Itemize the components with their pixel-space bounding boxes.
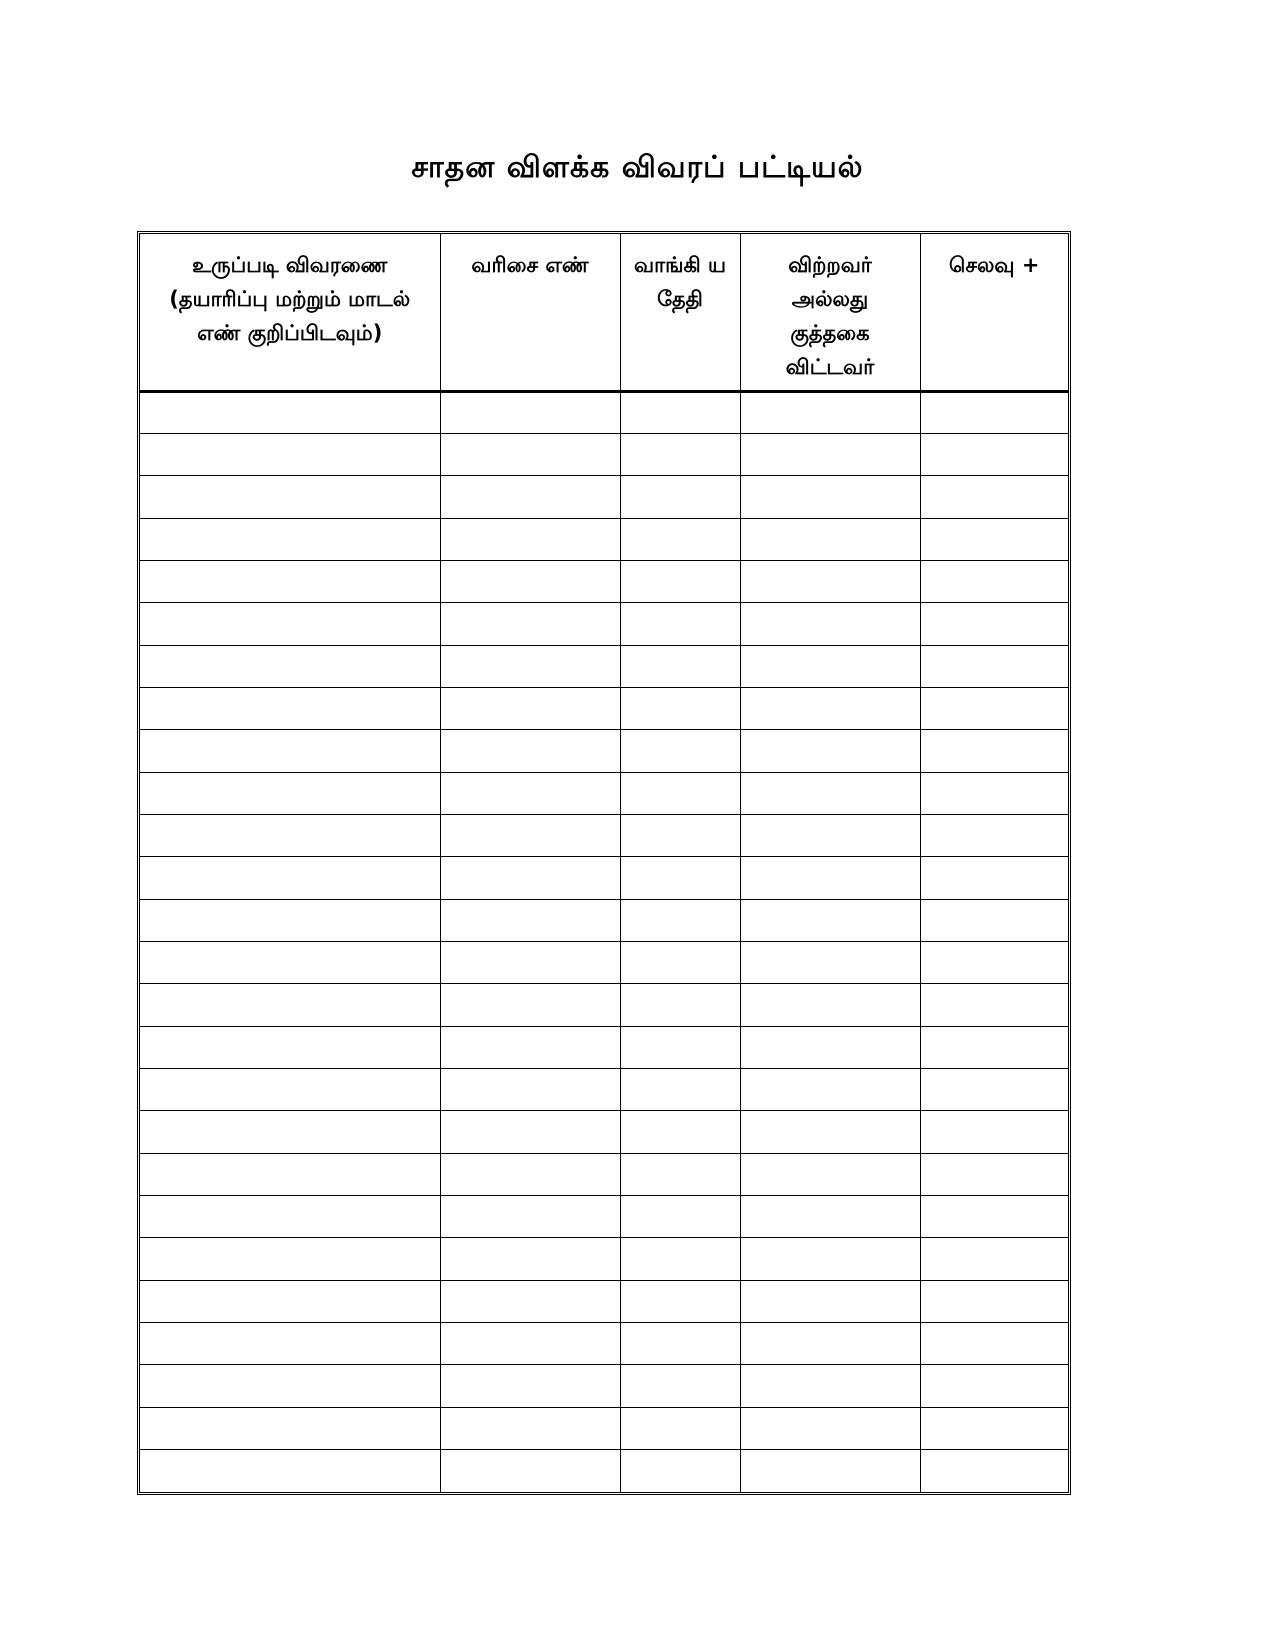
seller-cell[interactable] bbox=[740, 1407, 920, 1449]
purchase-date-cell[interactable] bbox=[620, 984, 740, 1026]
seller-cell[interactable] bbox=[740, 1153, 920, 1195]
purchase-date-cell[interactable] bbox=[620, 772, 740, 814]
table-row bbox=[140, 1111, 1068, 1153]
item-description-cell[interactable] bbox=[140, 603, 440, 645]
seller-cell[interactable] bbox=[740, 645, 920, 687]
header-seller-or-lessor: விற்றவர் அல்லது குத்தகை விட்டவர் bbox=[740, 234, 920, 391]
cost-cell[interactable] bbox=[920, 899, 1068, 941]
cost-cell[interactable] bbox=[920, 1026, 1068, 1068]
seller-cell[interactable] bbox=[740, 1069, 920, 1111]
purchase-date-cell[interactable] bbox=[620, 1323, 740, 1365]
purchase-date-cell[interactable] bbox=[620, 1026, 740, 1068]
table-row bbox=[140, 645, 1068, 687]
cost-cell[interactable] bbox=[920, 1153, 1068, 1195]
cost-cell[interactable] bbox=[920, 1365, 1068, 1407]
cost-cell[interactable] bbox=[920, 433, 1068, 475]
document-title: சாதன விளக்க விவரப் பட்டியல் bbox=[411, 150, 864, 185]
serial-number-cell[interactable] bbox=[440, 518, 620, 560]
cost-cell[interactable] bbox=[920, 1280, 1068, 1322]
cost-cell[interactable] bbox=[920, 730, 1068, 772]
table-row bbox=[140, 857, 1068, 899]
table-row bbox=[140, 1238, 1068, 1280]
purchase-date-cell[interactable] bbox=[620, 560, 740, 602]
cost-cell[interactable] bbox=[920, 560, 1068, 602]
item-description-cell[interactable] bbox=[140, 1153, 440, 1195]
table-row bbox=[140, 518, 1068, 560]
purchase-date-cell[interactable] bbox=[620, 1280, 740, 1322]
serial-number-cell[interactable] bbox=[440, 1196, 620, 1238]
seller-cell[interactable] bbox=[740, 730, 920, 772]
serial-number-cell[interactable] bbox=[440, 772, 620, 814]
item-description-cell[interactable] bbox=[140, 984, 440, 1026]
item-description-cell[interactable] bbox=[140, 518, 440, 560]
table-row bbox=[140, 899, 1068, 941]
purchase-date-cell[interactable] bbox=[620, 433, 740, 475]
item-description-cell[interactable] bbox=[140, 645, 440, 687]
serial-number-cell[interactable] bbox=[440, 941, 620, 983]
cost-cell[interactable] bbox=[920, 1196, 1068, 1238]
item-description-cell[interactable] bbox=[140, 391, 440, 433]
table-row bbox=[140, 1196, 1068, 1238]
cost-cell[interactable] bbox=[920, 476, 1068, 518]
table-row bbox=[140, 1365, 1068, 1407]
table-row bbox=[140, 814, 1068, 856]
purchase-date-cell[interactable] bbox=[620, 1407, 740, 1449]
serial-number-cell[interactable] bbox=[440, 1323, 620, 1365]
purchase-date-cell[interactable] bbox=[620, 1365, 740, 1407]
cost-cell[interactable] bbox=[920, 1323, 1068, 1365]
inventory-table bbox=[140, 234, 1068, 1492]
serial-number-cell[interactable] bbox=[440, 899, 620, 941]
purchase-date-cell[interactable] bbox=[620, 1153, 740, 1195]
table-header-row bbox=[140, 234, 1068, 391]
table-row bbox=[140, 1407, 1068, 1449]
serial-number-cell[interactable] bbox=[440, 1365, 620, 1407]
table-row bbox=[140, 1069, 1068, 1111]
serial-number-cell[interactable] bbox=[440, 560, 620, 602]
serial-number-cell[interactable] bbox=[440, 1026, 620, 1068]
table-row bbox=[140, 1280, 1068, 1322]
seller-cell[interactable] bbox=[740, 1026, 920, 1068]
purchase-date-cell[interactable] bbox=[620, 941, 740, 983]
table-row bbox=[140, 941, 1068, 983]
cost-cell[interactable] bbox=[920, 772, 1068, 814]
item-description-cell[interactable] bbox=[140, 1196, 440, 1238]
purchase-date-cell[interactable] bbox=[620, 1196, 740, 1238]
table-row bbox=[140, 560, 1068, 602]
serial-number-cell[interactable] bbox=[440, 603, 620, 645]
item-description-cell[interactable] bbox=[140, 1365, 440, 1407]
purchase-date-cell[interactable] bbox=[620, 1238, 740, 1280]
seller-cell[interactable] bbox=[740, 899, 920, 941]
cost-cell[interactable] bbox=[920, 645, 1068, 687]
seller-cell[interactable] bbox=[740, 1238, 920, 1280]
header-cost: செலவு + bbox=[920, 234, 1068, 391]
table-row bbox=[140, 1153, 1068, 1195]
item-description-cell[interactable] bbox=[140, 1238, 440, 1280]
serial-number-cell[interactable] bbox=[440, 1280, 620, 1322]
table-row bbox=[140, 603, 1068, 645]
table-row bbox=[140, 772, 1068, 814]
cost-cell[interactable] bbox=[920, 687, 1068, 729]
serial-number-cell[interactable] bbox=[440, 476, 620, 518]
item-description-cell[interactable] bbox=[140, 476, 440, 518]
serial-number-cell[interactable] bbox=[440, 984, 620, 1026]
item-description-cell[interactable] bbox=[140, 730, 440, 772]
serial-number-cell[interactable] bbox=[440, 391, 620, 433]
serial-number-cell[interactable] bbox=[440, 433, 620, 475]
item-description-cell[interactable] bbox=[140, 1111, 440, 1153]
seller-cell[interactable] bbox=[740, 941, 920, 983]
serial-number-cell[interactable] bbox=[440, 1111, 620, 1153]
seller-cell[interactable] bbox=[740, 1365, 920, 1407]
item-description-cell[interactable] bbox=[140, 941, 440, 983]
item-description-cell[interactable] bbox=[140, 1323, 440, 1365]
seller-cell[interactable] bbox=[740, 857, 920, 899]
serial-number-cell[interactable] bbox=[440, 730, 620, 772]
serial-number-cell[interactable] bbox=[440, 687, 620, 729]
purchase-date-cell[interactable] bbox=[620, 814, 740, 856]
seller-cell[interactable] bbox=[740, 433, 920, 475]
inventory-table-frame bbox=[137, 231, 1071, 1495]
seller-cell[interactable] bbox=[740, 476, 920, 518]
serial-number-cell[interactable] bbox=[440, 1153, 620, 1195]
serial-number-cell[interactable] bbox=[440, 1069, 620, 1111]
table-row bbox=[140, 687, 1068, 729]
item-description-cell[interactable] bbox=[140, 1280, 440, 1322]
table-row bbox=[140, 1450, 1068, 1492]
seller-cell[interactable] bbox=[740, 1323, 920, 1365]
cost-cell[interactable] bbox=[920, 857, 1068, 899]
item-description-cell[interactable] bbox=[140, 857, 440, 899]
purchase-date-cell[interactable] bbox=[620, 730, 740, 772]
serial-number-cell[interactable] bbox=[440, 857, 620, 899]
header-serial-number: வரிசை எண் bbox=[440, 234, 620, 391]
table-row bbox=[140, 391, 1068, 433]
purchase-date-cell[interactable] bbox=[620, 518, 740, 560]
table-row bbox=[140, 730, 1068, 772]
seller-cell[interactable] bbox=[740, 772, 920, 814]
item-description-cell[interactable] bbox=[140, 772, 440, 814]
seller-cell[interactable] bbox=[740, 1196, 920, 1238]
serial-number-cell[interactable] bbox=[440, 1238, 620, 1280]
seller-cell[interactable] bbox=[740, 687, 920, 729]
seller-cell[interactable] bbox=[740, 814, 920, 856]
item-description-cell[interactable] bbox=[140, 1450, 440, 1492]
cost-cell[interactable] bbox=[920, 1407, 1068, 1449]
purchase-date-cell[interactable] bbox=[620, 687, 740, 729]
cost-cell[interactable] bbox=[920, 814, 1068, 856]
purchase-date-cell[interactable] bbox=[620, 1450, 740, 1492]
item-description-cell[interactable] bbox=[140, 1069, 440, 1111]
serial-number-cell[interactable] bbox=[440, 1450, 620, 1492]
seller-cell[interactable] bbox=[740, 560, 920, 602]
item-description-cell[interactable] bbox=[140, 899, 440, 941]
purchase-date-cell[interactable] bbox=[620, 899, 740, 941]
table-row bbox=[140, 984, 1068, 1026]
purchase-date-cell[interactable] bbox=[620, 645, 740, 687]
seller-cell[interactable] bbox=[740, 1111, 920, 1153]
table-row bbox=[140, 433, 1068, 475]
item-description-cell[interactable] bbox=[140, 1407, 440, 1449]
purchase-date-cell[interactable] bbox=[620, 857, 740, 899]
seller-cell[interactable] bbox=[740, 391, 920, 433]
cost-cell[interactable] bbox=[920, 1069, 1068, 1111]
item-description-cell[interactable] bbox=[140, 687, 440, 729]
cost-cell[interactable] bbox=[920, 518, 1068, 560]
cost-cell[interactable] bbox=[920, 1238, 1068, 1280]
serial-number-cell[interactable] bbox=[440, 1407, 620, 1449]
item-description-cell[interactable] bbox=[140, 560, 440, 602]
serial-number-cell[interactable] bbox=[440, 814, 620, 856]
item-description-cell[interactable] bbox=[140, 433, 440, 475]
purchase-date-cell[interactable] bbox=[620, 603, 740, 645]
purchase-date-cell[interactable] bbox=[620, 1111, 740, 1153]
seller-cell[interactable] bbox=[740, 1450, 920, 1492]
seller-cell[interactable] bbox=[740, 984, 920, 1026]
cost-cell[interactable] bbox=[920, 603, 1068, 645]
seller-cell[interactable] bbox=[740, 1280, 920, 1322]
purchase-date-cell[interactable] bbox=[620, 391, 740, 433]
header-purchase-date: வாங்கி ய தேதி bbox=[620, 234, 740, 391]
table-row bbox=[140, 1323, 1068, 1365]
item-description-cell[interactable] bbox=[140, 814, 440, 856]
cost-cell[interactable] bbox=[920, 1111, 1068, 1153]
table-row bbox=[140, 476, 1068, 518]
cost-cell[interactable] bbox=[920, 984, 1068, 1026]
cost-cell[interactable] bbox=[920, 1450, 1068, 1492]
item-description-cell[interactable] bbox=[140, 1026, 440, 1068]
seller-cell[interactable] bbox=[740, 518, 920, 560]
serial-number-cell[interactable] bbox=[440, 645, 620, 687]
table-body bbox=[140, 391, 1068, 1492]
cost-cell[interactable] bbox=[920, 391, 1068, 433]
seller-cell[interactable] bbox=[740, 603, 920, 645]
table-row bbox=[140, 1026, 1068, 1068]
header-item-description: உருப்படி விவரணை (தயாரிப்பு மற்றும் மாடல் எண் குறிப்பிடவும்) bbox=[140, 234, 440, 391]
purchase-date-cell[interactable] bbox=[620, 1069, 740, 1111]
purchase-date-cell[interactable] bbox=[620, 476, 740, 518]
cost-cell[interactable] bbox=[920, 941, 1068, 983]
